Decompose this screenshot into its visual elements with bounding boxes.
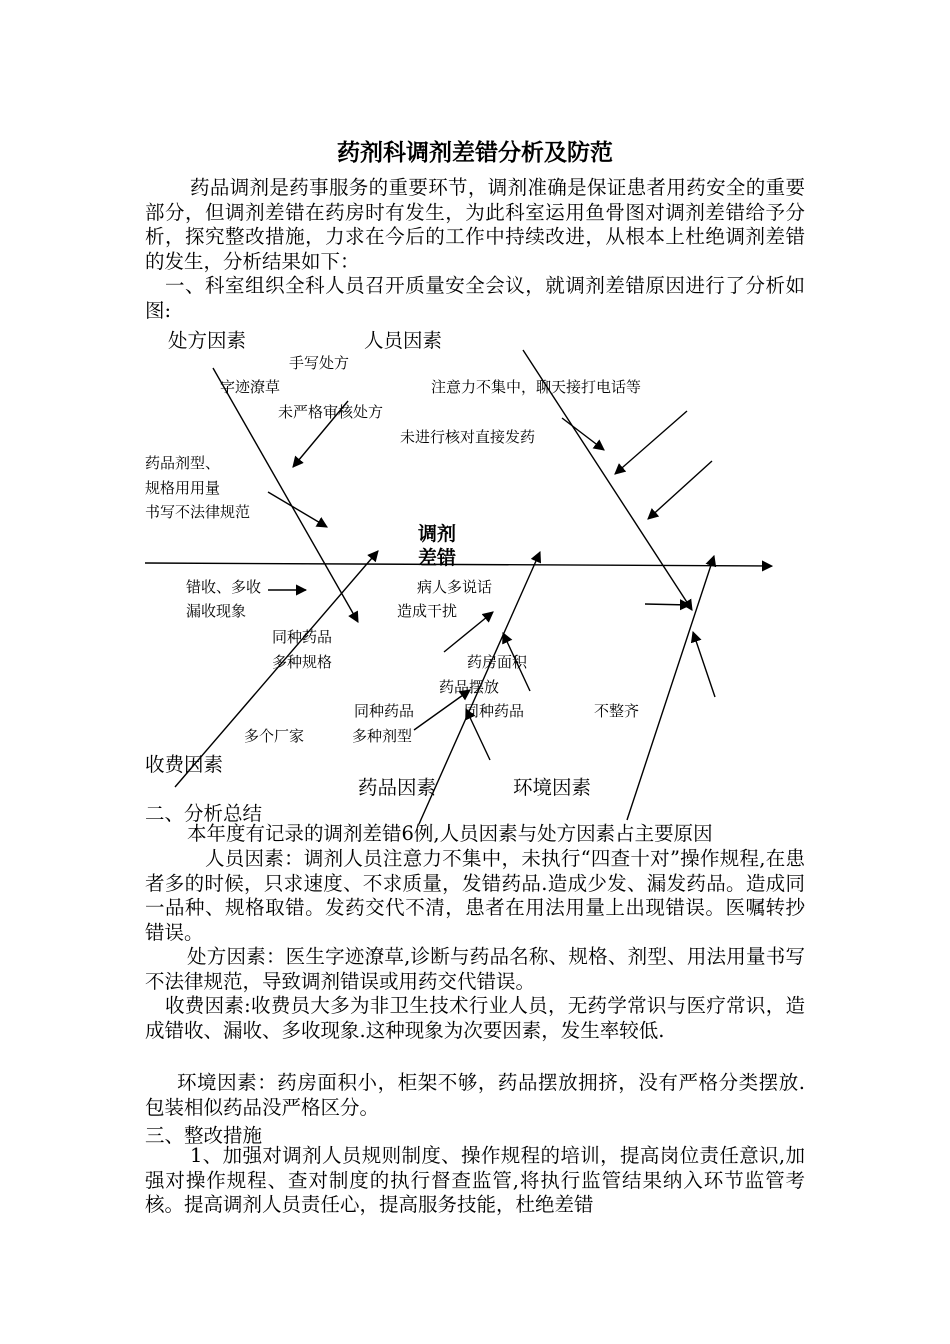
summary-p2: 人员因素：调剂人员注意力不集中，未执行“四查十对”操作规程,在患者多的时候，只求速度、不求质量，发错药品.造成少发、漏发药品。造成同一品种、规格取错。发药交代不清，患者在用法用量上出现错误。医嘱转抄错误。 [145, 847, 805, 944]
measures-heading: 三、整改措施 [145, 1124, 263, 1147]
arrow-personnel-1 [615, 411, 687, 474]
summary-p4: 收费因素:收费员大多为非卫生技术行业人员，无药学常识与医疗常识，造成错收、漏收、多收现象.这种现象为次要因素，发生率较低. [145, 994, 805, 1042]
arrow-dosage-form [268, 492, 327, 527]
category-drug: 药品因素 [358, 776, 437, 799]
arrow-personnel-4 [693, 632, 715, 697]
intro-paragraph: 药品调剂是药事服务的重要环节，调剂准确是保证患者用药安全的重要部分，但调剂差错在药房时有发生，为此科室运用鱼骨图对调剂差错给予分析，探究整改措施，力求在今后的工作中持续改进，从根本上杜绝调剂差错的发生，分析结果如下： [145, 176, 805, 273]
summary-heading: 二、分析总结 [145, 802, 263, 825]
arrow-distracted [562, 418, 604, 450]
category-environment: 环境因素 [513, 776, 592, 799]
cause-patients-2: 造成干扰 [397, 602, 458, 620]
category-billing: 收费因素 [145, 753, 224, 776]
cause-patients-1: 病人多说话 [417, 578, 493, 596]
cause-dosage-form-1: 药品剂型、 [145, 454, 221, 472]
cause-same-drug-form-1: 同种药品 [354, 702, 415, 720]
cause-distracted: 注意力不集中，聊天接打电话等 [431, 378, 642, 396]
cause-pharmacy-area: 药房面积 [467, 653, 528, 671]
document-title: 药剂科调剂差错分析及防范 [337, 140, 613, 166]
cause-same-drug-env: 同种药品 [464, 702, 525, 720]
category-prescription: 处方因素 [168, 329, 247, 352]
cause-untidy: 不整齐 [594, 702, 640, 720]
summary-p1: 本年度有记录的调剂差错6例,人员因素与处方因素占主要原因 [187, 822, 713, 845]
measures-p1: 1、加强对调剂人员规则制度、操作规程的培训，提高岗位责任意识,加强对操作规程、查对制度的执行督查监管,将执行监管结果纳入环节监管考核。提高调剂人员责任心，提高服务技能，杜绝差错 [145, 1144, 805, 1216]
cause-placement: 药品摆放 [439, 678, 500, 696]
cause-wrong-charge-2: 漏收现象 [186, 602, 247, 620]
summary-p3: 处方因素：医生字迹潦草,诊断与药品名称、规格、剂型、用法用量书写不法律规范，导致调剂错误或用药交代错误。 [145, 945, 805, 993]
cause-not-reviewed: 未严格审核处方 [278, 403, 384, 421]
cause-dosage-form-3: 书写不法律规范 [145, 503, 251, 521]
spine-arrow [145, 563, 772, 566]
fishbone-head [418, 522, 456, 570]
cause-no-check: 未进行核对直接发药 [400, 428, 536, 446]
cause-same-drug-spec-2: 多种规格 [272, 653, 333, 671]
cause-dosage-form-2: 规格用用量 [145, 479, 221, 497]
cause-wrong-charge-1: 错收、多收 [186, 578, 262, 596]
arrow-personnel-3 [645, 604, 690, 605]
cause-same-drug-form-2: 多种剂型 [352, 727, 413, 745]
fishbone-head-line2: 差错 [418, 547, 457, 569]
bone-environment [627, 556, 714, 820]
section1-paragraph: 一、科室组织全科人员召开质量安全会议，就调剂差错原因进行了分析如图: [145, 274, 805, 322]
category-personnel: 人员因素 [364, 329, 443, 352]
summary-p5: 环境因素：药房面积小，柜架不够，药品摆放拥挤，没有严格分类摆放.包装相似药品没严格区分。 [145, 1071, 805, 1119]
fishbone-head-line1: 调剂 [418, 523, 457, 545]
cause-many-makers: 多个厂家 [244, 727, 305, 745]
cause-scrawl: 字迹潦草 [220, 378, 281, 396]
arrow-personnel-2 [648, 461, 712, 519]
cause-handwritten: 手写处方 [289, 354, 350, 372]
cause-same-drug-spec-1: 同种药品 [272, 628, 333, 646]
